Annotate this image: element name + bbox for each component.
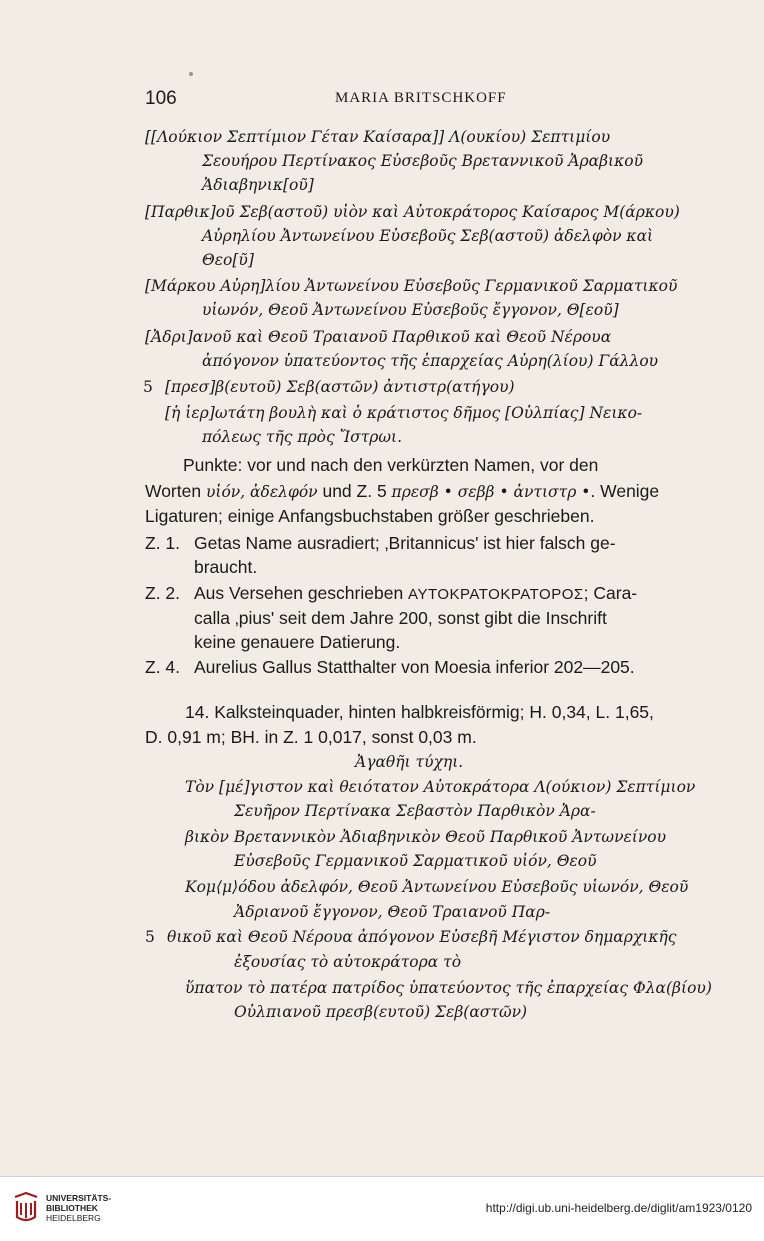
note-text: Getas Name ausradiert; ‚Britannicus' ist hier falsch ge-: [194, 533, 616, 553]
commentary-text: Worten υἱόν, ἀδελφόν und Z. 5 πρεσβ • σεββ • ἀντιστρ •. Wenige: [145, 481, 660, 501]
digitization-footer: [0, 1177, 764, 1241]
note-label: Z. 2.: [145, 583, 181, 603]
running-title: MARIA BRITSCHKOFF: [335, 90, 507, 106]
commentary-text: Ligaturen; einige Anfangsbuchstaben größer geschrieben.: [145, 506, 595, 526]
running-head: [145, 88, 685, 112]
inscription-line: ὕπατον τὸ πατέρα πατρίδος ὑπατεύοντος τῆς ἐπαρχείας Φλα(βίου): [185, 979, 712, 997]
note-text: Aurelius Gallus Statthalter von Moesia inferior 202—205.: [194, 657, 635, 677]
inscription-line: Εὐσεβοῦς Γερμανικοῦ Σαρματικοῦ υἱόν, Θεοῦ: [234, 852, 597, 870]
note-text: keine genauere Datierung.: [194, 632, 401, 652]
inscription-heading: Ἀγαθῆι τύχηι.: [355, 753, 464, 771]
inscription-line: [Ἀδρι]ανοῦ καὶ Θεοῦ Τραιανοῦ Παρθικοῦ καὶ Θεοῦ Νέρουα: [145, 328, 612, 346]
inscription-line: Σεουήρου Περτίνακος Εὐσεβοῦς Βρεταννικοῦ Ἀραβικοῦ: [202, 152, 644, 170]
inscription-line: ἀπόγονον ὑπατεύοντος τῆς ἐπαρχείας Αὐρη(λίου) Γάλλου: [202, 352, 659, 370]
note-label: Z. 4.: [145, 657, 181, 677]
inscription-line: [πρεσ]β(ευτοῦ) Σεβ(αστῶν) ἀντιστρ(ατήγου): [165, 378, 515, 396]
source-url-link[interactable]: http://digi.ub.uni-heidelberg.de/diglit/am1923/0120: [485, 1201, 752, 1215]
logo-text-line: BIBLIOTHEK: [46, 1203, 98, 1213]
entry-description: 14. Kalksteinquader, hinten halbkreisförmig; H. 0,34, L. 1,65,: [185, 702, 654, 722]
inscription-line: Θεο[ῦ]: [202, 251, 254, 269]
inscription-line: Τὸν [μέ]γιστον καὶ θειότατον Αὐτοκράτορα Λ(ούκιον) Σεπτίμιον: [185, 778, 696, 796]
line-number: 5: [143, 378, 153, 396]
inscription-line: θικοῦ καὶ Θεοῦ Νέρουα ἀπόγονον Εὐσεβῆ Μέγιστον δημαρχικῆς: [167, 928, 677, 946]
inscription-line: Οὐλπιανοῦ πρεσβ(ευτοῦ) Σεβ(αστῶν): [234, 1003, 528, 1021]
logo-text-line: UNIVERSITÄTS-: [46, 1193, 112, 1203]
inscription-caps: ΑΥΤΟΚΡΑΤΟΚΡΑΤΟΡΟΣ: [408, 586, 584, 603]
inscription-line: [Παρθικ]οῦ Σεβ(αστοῦ) υἱὸν καὶ Αὐτοκράτορος Καίσαρος Μ(άρκου): [145, 203, 680, 221]
inscription-line: βικὸν Βρεταννικὸν Ἀδιαβηνικὸν Θεοῦ Παρθικοῦ Ἀντωνείνου: [185, 828, 667, 846]
note-text: calla ‚pius' seit dem Jahre 200, sonst gibt die Inschrift: [194, 608, 607, 628]
page-number: 106: [145, 88, 177, 109]
inscription-line: υἱωνόν, Θεοῦ Ἀντωνείνου Εὐσεβοῦς ἔγγονον, Θ[εοῦ]: [202, 301, 619, 319]
library-logo-icon: [12, 1191, 40, 1225]
inscription-line: Σευῆρον Περτίνακα Σεβαστὸν Παρθικὸν Ἀρα-: [234, 802, 596, 820]
entry-description: D. 0,91 m; BH. in Z. 1 0,017, sonst 0,03 m.: [145, 727, 477, 747]
inscription-line: πόλεως τῆς πρὸς Ἴστρωι.: [202, 428, 403, 446]
note-text: Aus Versehen geschrieben ΑΥΤΟΚΡΑΤΟΚΡΑΤΟΡΟΣ; Cara-: [194, 583, 638, 603]
commentary-text: Punkte: vor und nach den verkürzten Namen, vor den: [183, 455, 599, 475]
library-logo-text: [46, 1193, 111, 1223]
inscription-line: Ἀδιαβηνικ[οῦ]: [202, 176, 314, 194]
paper-speck: [189, 72, 193, 76]
inscription-line: [Μάρκου Αὐρη]λίου Ἀντωνείνου Εὐσεβοῦς Γερμανικοῦ Σαρματικοῦ: [145, 277, 678, 295]
inscription-line: [[Λούκιον Σεπτίμιον Γέταν Καίσαρα]] Λ(ουκίου) Σεπτιμίου: [145, 128, 611, 146]
note-label: Z. 1.: [145, 533, 181, 553]
inscription-line: Ἀδριανοῦ ἔγγονον, Θεοῦ Τραιανοῦ Παρ-: [234, 903, 551, 921]
greek-term: υἱόν, ἀδελφόν: [205, 483, 318, 501]
greek-term: πρεσβ • σεββ • ἀντιστρ •: [391, 483, 591, 501]
logo-text-line: HEIDELBERG: [46, 1213, 101, 1223]
inscription-line: Αὐρηλίου Ἀντωνείνου Εὐσεβοῦς Σεβ(αστοῦ) ἀδελφὸν καὶ: [202, 227, 654, 245]
note-text: braucht.: [194, 557, 258, 577]
inscription-line: [ἡ ἱερ]ωτάτη βουλὴ καὶ ὁ κράτιστος δῆμος [Οὐλπίας] Νεικο-: [165, 404, 643, 422]
inscription-line: Κομ⟨μ⟩όδου ἀδελφόν, Θεοῦ Ἀντωνείνου Εὐσεβοῦς υἱωνόν, Θεοῦ: [185, 878, 689, 896]
inscription-line: ἐξουσίας τὸ αὐτοκράτορα τὸ: [234, 953, 462, 971]
line-number: 5: [145, 928, 155, 946]
